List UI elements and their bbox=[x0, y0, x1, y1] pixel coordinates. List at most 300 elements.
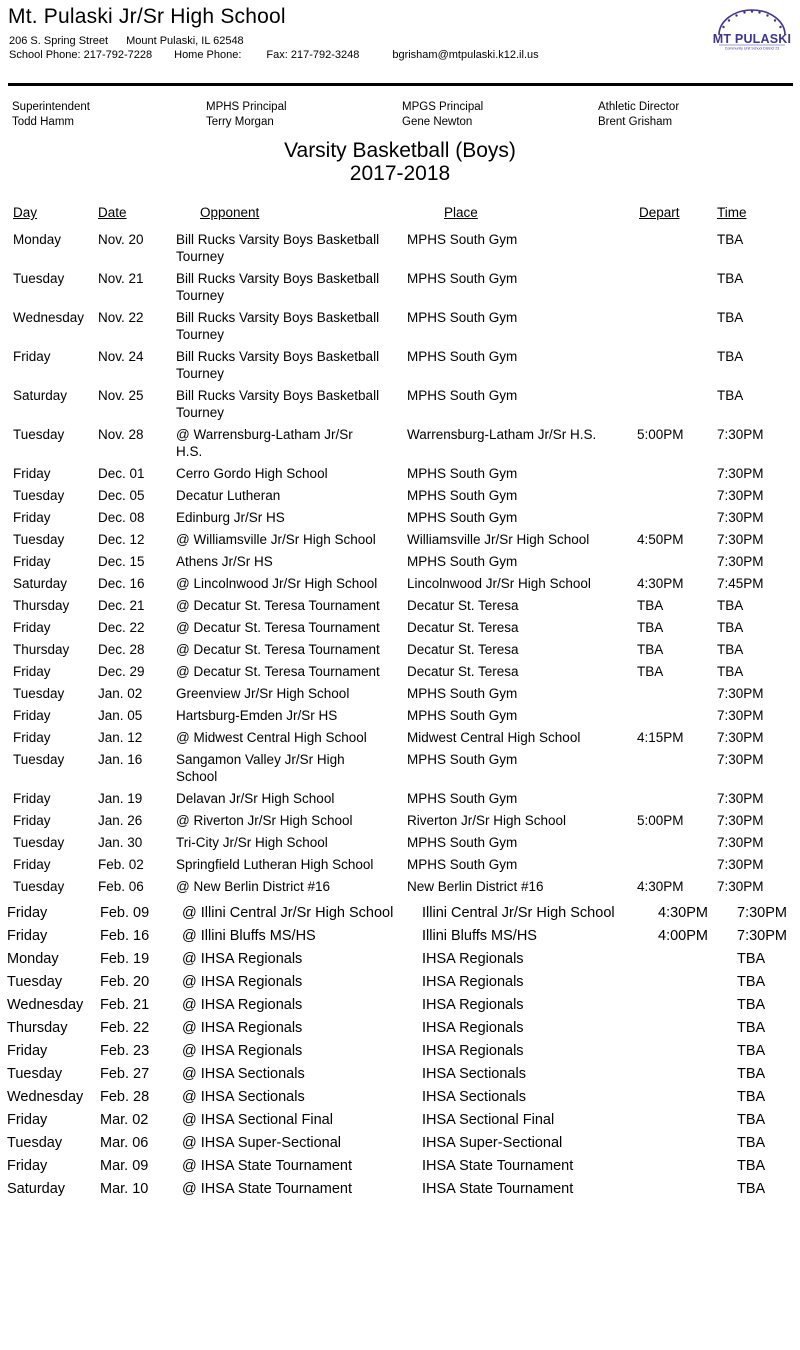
logo-subtext: Community Unit School District 23 bbox=[724, 46, 780, 51]
schedule-row bbox=[0, 465, 800, 482]
admin-name: Terry Morgan bbox=[206, 116, 274, 128]
cell-opponent: Hartsburg-Emden Jr/Sr HS bbox=[176, 708, 338, 723]
admin-title: MPHS Principal bbox=[206, 101, 287, 113]
schedule-row bbox=[0, 927, 800, 945]
schedule-row bbox=[0, 707, 800, 724]
schedule-row bbox=[0, 973, 800, 991]
schedule-row bbox=[0, 856, 800, 873]
cell-day: Friday bbox=[13, 857, 51, 872]
cell-time: 7:30PM bbox=[717, 752, 764, 767]
cell-day: Thursday bbox=[13, 642, 70, 657]
cell-time: TBA bbox=[717, 232, 744, 247]
cell-depart bbox=[658, 1088, 737, 1106]
cell-place: Illini Central Jr/Sr High School bbox=[422, 905, 615, 921]
col-header-time: Time bbox=[717, 205, 747, 220]
cell-place: Warrensburg-Latham Jr/Sr H.S. bbox=[407, 427, 597, 442]
admin-title: Athletic Director bbox=[598, 101, 680, 113]
schedule-row bbox=[0, 1065, 800, 1083]
cell-date: Feb. 20 bbox=[100, 974, 150, 990]
schedule-row bbox=[0, 950, 800, 968]
cell-depart bbox=[637, 685, 717, 702]
cell-opponent: @ Williamsville Jr/Sr High School bbox=[176, 532, 376, 547]
cell-day: Friday bbox=[13, 730, 51, 745]
schedule-table bbox=[0, 204, 800, 1203]
cell-time: TBA bbox=[737, 997, 766, 1013]
cell-date: Dec. 28 bbox=[98, 642, 145, 657]
cell-date: Jan. 26 bbox=[98, 813, 143, 828]
cell-opponent: Tri-City Jr/Sr High School bbox=[176, 835, 328, 850]
cell-date: Dec. 12 bbox=[98, 532, 145, 547]
cell-place: Decatur St. Teresa bbox=[407, 642, 519, 657]
cell-depart bbox=[658, 1134, 737, 1152]
cell-date: Jan. 16 bbox=[98, 752, 143, 767]
cell-day: Tuesday bbox=[13, 488, 65, 503]
cell-time: TBA bbox=[737, 951, 766, 967]
schedule-row bbox=[0, 878, 800, 895]
cell-day: Wednesday bbox=[7, 997, 84, 1013]
fax-number: Fax: 217-792-3248 bbox=[266, 49, 360, 61]
cell-depart bbox=[637, 231, 717, 265]
cell-depart: 4:30PM bbox=[637, 879, 684, 894]
cell-depart: TBA bbox=[637, 664, 664, 679]
cell-date: Dec. 15 bbox=[98, 554, 145, 569]
cell-opponent: @ Lincolnwood Jr/Sr High School bbox=[176, 576, 378, 591]
cell-place: IHSA Regionals bbox=[422, 997, 524, 1013]
cell-day: Friday bbox=[7, 928, 48, 944]
schedule-row bbox=[0, 309, 800, 343]
cell-day: Tuesday bbox=[7, 1135, 63, 1151]
cell-day: Saturday bbox=[13, 576, 68, 591]
cell-time: TBA bbox=[737, 1158, 766, 1174]
cell-opponent: @ Warrensburg-Latham Jr/Sr H.S. bbox=[176, 427, 353, 459]
cell-opponent: @ IHSA Sectionals bbox=[182, 1066, 305, 1082]
cell-place: Williamsville Jr/Sr High School bbox=[407, 532, 590, 547]
schedule-row bbox=[0, 270, 800, 304]
admin-superintendent bbox=[12, 100, 90, 130]
schedule-row bbox=[0, 348, 800, 382]
cell-place: MPHS South Gym bbox=[407, 752, 518, 767]
cell-time: TBA bbox=[717, 664, 744, 679]
cell-opponent: @ IHSA Regionals bbox=[182, 997, 303, 1013]
cell-depart bbox=[658, 1180, 737, 1198]
cell-date: Feb. 02 bbox=[98, 857, 144, 872]
cell-time: 7:30PM bbox=[717, 879, 764, 894]
col-header-opponent: Opponent bbox=[200, 205, 260, 220]
cell-date: Nov. 28 bbox=[98, 427, 144, 442]
cell-place: MPHS South Gym bbox=[407, 232, 518, 247]
cell-place: Lincolnwood Jr/Sr High School bbox=[407, 576, 591, 591]
cell-day: Friday bbox=[7, 1112, 48, 1128]
schedule-row bbox=[0, 996, 800, 1014]
cell-place: Illini Bluffs MS/HS bbox=[422, 928, 537, 944]
schedule-row bbox=[0, 1134, 800, 1152]
cell-date: Jan. 19 bbox=[98, 791, 143, 806]
cell-place: IHSA Regionals bbox=[422, 1020, 524, 1036]
schedule-row bbox=[0, 751, 800, 785]
cell-time: TBA bbox=[717, 642, 744, 657]
schedule-row bbox=[0, 904, 800, 922]
school-contact bbox=[9, 49, 539, 61]
cell-place: Decatur St. Teresa bbox=[407, 664, 519, 679]
cell-time: 7:30PM bbox=[717, 488, 764, 503]
cell-opponent: Bill Rucks Varsity Boys Basketball Tourney bbox=[176, 310, 380, 342]
cell-day: Friday bbox=[13, 554, 51, 569]
cell-time: 7:45PM bbox=[717, 576, 764, 591]
cell-depart bbox=[637, 487, 717, 504]
cell-day: Wednesday bbox=[7, 1089, 84, 1105]
cell-depart: TBA bbox=[637, 598, 664, 613]
cell-place: Decatur St. Teresa bbox=[407, 598, 519, 613]
cell-place: MPHS South Gym bbox=[407, 857, 518, 872]
cell-opponent: @ IHSA Regionals bbox=[182, 1020, 303, 1036]
schedule-row bbox=[0, 1180, 800, 1198]
cell-day: Friday bbox=[13, 510, 51, 525]
admin-mphs-principal bbox=[206, 100, 287, 130]
cell-opponent: @ Decatur St. Teresa Tournament bbox=[176, 664, 380, 679]
cell-date: Nov. 25 bbox=[98, 388, 144, 403]
cell-day: Friday bbox=[13, 664, 51, 679]
cell-place: New Berlin District #16 bbox=[407, 879, 544, 894]
cell-day: Saturday bbox=[13, 388, 68, 403]
admin-title: MPGS Principal bbox=[402, 101, 484, 113]
cell-place: MPHS South Gym bbox=[407, 310, 518, 325]
admin-mpgs-principal bbox=[402, 100, 483, 130]
cell-time: 7:30PM bbox=[717, 532, 764, 547]
cell-place: MPHS South Gym bbox=[407, 466, 518, 481]
admin-name: Todd Hamm bbox=[12, 116, 74, 128]
cell-place: IHSA Regionals bbox=[422, 1043, 524, 1059]
cell-day: Tuesday bbox=[13, 686, 65, 701]
cell-place: Decatur St. Teresa bbox=[407, 620, 519, 635]
cell-time: TBA bbox=[737, 1112, 766, 1128]
cell-date: Dec. 22 bbox=[98, 620, 145, 635]
cell-depart: 4:00PM bbox=[658, 928, 708, 944]
cell-opponent: Greenview Jr/Sr High School bbox=[176, 686, 350, 701]
cell-depart bbox=[637, 834, 717, 851]
cell-opponent: @ Decatur St. Teresa Tournament bbox=[176, 598, 380, 613]
cell-depart: 4:50PM bbox=[637, 532, 684, 547]
cell-opponent: @ Decatur St. Teresa Tournament bbox=[176, 642, 380, 657]
cell-depart: 4:30PM bbox=[637, 576, 684, 591]
cell-date: Feb. 09 bbox=[100, 905, 150, 921]
cell-date: Feb. 27 bbox=[100, 1066, 150, 1082]
cell-day: Friday bbox=[13, 620, 51, 635]
district-logo bbox=[710, 4, 794, 54]
cell-time: TBA bbox=[717, 271, 744, 286]
col-header-place: Place bbox=[444, 205, 478, 220]
cell-day: Friday bbox=[13, 791, 51, 806]
cell-place: MPHS South Gym bbox=[407, 388, 518, 403]
cell-depart bbox=[658, 1157, 737, 1175]
cell-opponent: @ IHSA Sectional Final bbox=[182, 1112, 333, 1128]
cell-time: TBA bbox=[737, 1020, 766, 1036]
cell-date: Feb. 21 bbox=[100, 997, 150, 1013]
cell-opponent: @ IHSA Regionals bbox=[182, 974, 303, 990]
cell-day: Tuesday bbox=[13, 879, 65, 894]
cell-time: 7:30PM bbox=[717, 813, 764, 828]
cell-day: Tuesday bbox=[7, 974, 63, 990]
schedule-row bbox=[0, 790, 800, 807]
cell-date: Dec. 08 bbox=[98, 510, 145, 525]
cell-depart bbox=[658, 973, 737, 991]
schedule-row bbox=[0, 1042, 800, 1060]
schedule-row bbox=[0, 812, 800, 829]
schedule-row bbox=[0, 387, 800, 421]
col-header-date: Date bbox=[98, 205, 127, 220]
cell-time: 7:30PM bbox=[717, 835, 764, 850]
cell-depart bbox=[658, 1065, 737, 1083]
cell-day: Tuesday bbox=[13, 752, 65, 767]
cell-date: Dec. 01 bbox=[98, 466, 145, 481]
cell-day: Tuesday bbox=[13, 532, 65, 547]
cell-date: Nov. 24 bbox=[98, 349, 144, 364]
cell-depart bbox=[637, 387, 717, 421]
cell-depart bbox=[658, 1019, 737, 1037]
school-name: Mt. Pulaski Jr/Sr High School bbox=[8, 5, 286, 28]
col-header-day: Day bbox=[13, 205, 38, 220]
cell-day: Friday bbox=[13, 349, 51, 364]
schedule-row bbox=[0, 1157, 800, 1175]
cell-time: 7:30PM bbox=[717, 554, 764, 569]
schedule-rows bbox=[0, 231, 800, 1198]
cell-time: 7:30PM bbox=[737, 928, 787, 944]
cell-day: Thursday bbox=[7, 1020, 68, 1036]
cell-depart bbox=[658, 1042, 737, 1060]
cell-day: Friday bbox=[13, 466, 51, 481]
cell-date: Feb. 16 bbox=[100, 928, 150, 944]
cell-depart bbox=[637, 751, 717, 785]
schedule-row bbox=[0, 426, 800, 460]
cell-opponent: Bill Rucks Varsity Boys Basketball Tourney bbox=[176, 349, 380, 381]
cell-opponent: Cerro Gordo High School bbox=[176, 466, 328, 481]
home-phone: Home Phone: bbox=[174, 49, 242, 61]
cell-depart bbox=[637, 707, 717, 724]
cell-place: MPHS South Gym bbox=[407, 271, 518, 286]
cell-date: Dec. 29 bbox=[98, 664, 145, 679]
schedule-row bbox=[0, 1088, 800, 1106]
cell-opponent: @ Illini Bluffs MS/HS bbox=[182, 928, 316, 944]
cell-place: MPHS South Gym bbox=[407, 510, 518, 525]
cell-date: Mar. 09 bbox=[100, 1158, 149, 1174]
schedule-row bbox=[0, 729, 800, 746]
cell-date: Jan. 05 bbox=[98, 708, 143, 723]
cell-day: Thursday bbox=[13, 598, 70, 613]
cell-time: TBA bbox=[717, 349, 744, 364]
cell-opponent: Bill Rucks Varsity Boys Basketball Tourney bbox=[176, 388, 380, 420]
cell-place: MPHS South Gym bbox=[407, 835, 518, 850]
page-title: Varsity Basketball (Boys) bbox=[284, 139, 516, 162]
cell-date: Dec. 21 bbox=[98, 598, 145, 613]
cell-day: Monday bbox=[13, 232, 62, 247]
cell-date: Nov. 22 bbox=[98, 310, 144, 325]
cell-place: IHSA Regionals bbox=[422, 951, 524, 967]
cell-time: 7:30PM bbox=[717, 708, 764, 723]
cell-date: Jan. 30 bbox=[98, 835, 143, 850]
cell-depart bbox=[637, 348, 717, 382]
cell-place: MPHS South Gym bbox=[407, 708, 518, 723]
schedule-row bbox=[0, 663, 800, 680]
cell-time: TBA bbox=[737, 1135, 766, 1151]
cell-date: Feb. 22 bbox=[100, 1020, 150, 1036]
cell-depart bbox=[658, 1111, 737, 1129]
cell-depart bbox=[658, 996, 737, 1014]
cell-depart: TBA bbox=[637, 642, 664, 657]
cell-opponent: @ Illini Central Jr/Sr High School bbox=[182, 905, 394, 921]
cell-time: 7:30PM bbox=[717, 510, 764, 525]
cell-opponent: Bill Rucks Varsity Boys Basketball Tourney bbox=[176, 271, 380, 303]
cell-depart bbox=[637, 790, 717, 807]
cell-time: TBA bbox=[717, 310, 744, 325]
cell-time: 7:30PM bbox=[717, 427, 764, 442]
admin-name: Brent Grisham bbox=[598, 116, 673, 128]
cell-opponent: @ IHSA Sectionals bbox=[182, 1089, 305, 1105]
cell-time: 7:30PM bbox=[717, 857, 764, 872]
cell-place: IHSA Sectionals bbox=[422, 1066, 526, 1082]
cell-opponent: Decatur Lutheran bbox=[176, 488, 281, 503]
cell-depart bbox=[637, 309, 717, 343]
admin-athletic-director bbox=[598, 100, 679, 130]
cell-opponent: @ IHSA Regionals bbox=[182, 951, 303, 967]
cell-depart: 5:00PM bbox=[637, 813, 684, 828]
school-phone: School Phone: 217-792-7228 bbox=[9, 49, 153, 61]
cell-place: IHSA Sectional Final bbox=[422, 1112, 555, 1128]
cell-date: Jan. 12 bbox=[98, 730, 143, 745]
cell-day: Tuesday bbox=[13, 427, 65, 442]
contact-email: bgrisham@mtpulaski.k12.il.us bbox=[392, 49, 539, 61]
cell-depart bbox=[658, 950, 737, 968]
cell-opponent: @ New Berlin District #16 bbox=[176, 879, 330, 894]
cell-day: Tuesday bbox=[13, 271, 65, 286]
cell-depart: TBA bbox=[637, 620, 664, 635]
schedule-row bbox=[0, 619, 800, 636]
cell-time: TBA bbox=[737, 974, 766, 990]
cell-time: 7:30PM bbox=[737, 905, 787, 921]
cell-depart: 4:15PM bbox=[637, 730, 684, 745]
cell-opponent: Delavan Jr/Sr High School bbox=[176, 791, 335, 806]
cell-time: 7:30PM bbox=[717, 791, 764, 806]
doc-title-block bbox=[0, 139, 800, 185]
dome-logo-icon bbox=[710, 4, 794, 54]
cell-depart: 4:30PM bbox=[658, 905, 708, 921]
cell-place: Midwest Central High School bbox=[407, 730, 581, 745]
season-subtitle: 2017-2018 bbox=[349, 162, 451, 185]
cell-day: Friday bbox=[13, 708, 51, 723]
cell-day: Monday bbox=[7, 951, 59, 967]
cell-opponent: Edinburg Jr/Sr HS bbox=[176, 510, 285, 525]
cell-day: Friday bbox=[13, 813, 51, 828]
cell-time: TBA bbox=[737, 1181, 766, 1197]
cell-place: MPHS South Gym bbox=[407, 554, 518, 569]
schedule-row bbox=[0, 685, 800, 702]
cell-date: Mar. 06 bbox=[100, 1135, 149, 1151]
cell-opponent: @ Midwest Central High School bbox=[176, 730, 367, 745]
cell-day: Saturday bbox=[7, 1181, 66, 1197]
cell-date: Feb. 06 bbox=[98, 879, 144, 894]
schedule-row bbox=[0, 575, 800, 592]
cell-opponent: @ IHSA State Tournament bbox=[182, 1181, 353, 1197]
cell-time: TBA bbox=[717, 620, 744, 635]
cell-opponent: Sangamon Valley Jr/Sr High School bbox=[176, 752, 345, 784]
cell-opponent: @ IHSA Super-Sectional bbox=[182, 1135, 341, 1151]
cell-depart: 5:00PM bbox=[637, 427, 684, 442]
cell-depart bbox=[637, 509, 717, 526]
schedule-row bbox=[0, 641, 800, 658]
cell-place: IHSA Regionals bbox=[422, 974, 524, 990]
cell-day: Wednesday bbox=[13, 310, 85, 325]
school-address bbox=[9, 35, 244, 47]
cell-date: Jan. 02 bbox=[98, 686, 143, 701]
cell-day: Tuesday bbox=[13, 835, 65, 850]
cell-date: Feb. 19 bbox=[100, 951, 150, 967]
cell-time: TBA bbox=[717, 598, 744, 613]
schedule-row bbox=[0, 231, 800, 265]
cell-day: Friday bbox=[7, 1043, 48, 1059]
cell-place: IHSA State Tournament bbox=[422, 1181, 574, 1197]
cell-place: MPHS South Gym bbox=[407, 791, 518, 806]
header-divider bbox=[8, 83, 793, 86]
address-city: Mount Pulaski, IL 62548 bbox=[126, 35, 244, 47]
cell-opponent: @ IHSA State Tournament bbox=[182, 1158, 353, 1174]
cell-time: TBA bbox=[737, 1066, 766, 1082]
schedule-header-row bbox=[0, 204, 800, 221]
cell-time: 7:30PM bbox=[717, 466, 764, 481]
cell-opponent: @ Decatur St. Teresa Tournament bbox=[176, 620, 380, 635]
cell-opponent: Athens Jr/Sr HS bbox=[176, 554, 273, 569]
cell-day: Tuesday bbox=[7, 1066, 63, 1082]
cell-place: Riverton Jr/Sr High School bbox=[407, 813, 567, 828]
cell-time: TBA bbox=[717, 388, 744, 403]
schedule-row bbox=[0, 553, 800, 570]
cell-date: Mar. 02 bbox=[100, 1112, 149, 1128]
cell-opponent: Bill Rucks Varsity Boys Basketball Tourney bbox=[176, 232, 380, 264]
cell-place: MPHS South Gym bbox=[407, 686, 518, 701]
cell-place: MPHS South Gym bbox=[407, 488, 518, 503]
cell-opponent: @ IHSA Regionals bbox=[182, 1043, 303, 1059]
cell-depart bbox=[637, 553, 717, 570]
cell-time: 7:30PM bbox=[717, 686, 764, 701]
cell-date: Mar. 10 bbox=[100, 1181, 149, 1197]
schedule-row bbox=[0, 487, 800, 504]
cell-date: Nov. 20 bbox=[98, 232, 144, 247]
cell-opponent: Springfield Lutheran High School bbox=[176, 857, 374, 872]
cell-depart bbox=[637, 270, 717, 304]
cell-opponent: @ Riverton Jr/Sr High School bbox=[176, 813, 353, 828]
cell-time: 7:30PM bbox=[717, 730, 764, 745]
admin-name: Gene Newton bbox=[402, 116, 473, 128]
schedule-row bbox=[0, 597, 800, 614]
schedule-row bbox=[0, 1019, 800, 1037]
cell-depart bbox=[637, 856, 717, 873]
cell-date: Nov. 21 bbox=[98, 271, 144, 286]
cell-place: IHSA State Tournament bbox=[422, 1158, 574, 1174]
schedule-row bbox=[0, 531, 800, 548]
cell-place: IHSA Super-Sectional bbox=[422, 1135, 563, 1151]
cell-place: MPHS South Gym bbox=[407, 349, 518, 364]
cell-date: Feb. 28 bbox=[100, 1089, 150, 1105]
col-header-depart: Depart bbox=[639, 205, 680, 220]
admin-title: Superintendent bbox=[12, 101, 91, 113]
cell-date: Dec. 05 bbox=[98, 488, 145, 503]
cell-depart bbox=[637, 465, 717, 482]
cell-day: Friday bbox=[7, 905, 48, 921]
cell-time: TBA bbox=[737, 1089, 766, 1105]
address-street: 206 S. Spring Street bbox=[9, 35, 109, 47]
schedule-row bbox=[0, 834, 800, 851]
schedule-row bbox=[0, 509, 800, 526]
cell-date: Feb. 23 bbox=[100, 1043, 150, 1059]
cell-time: TBA bbox=[737, 1043, 766, 1059]
logo-text: MT PULASKI bbox=[712, 32, 792, 46]
